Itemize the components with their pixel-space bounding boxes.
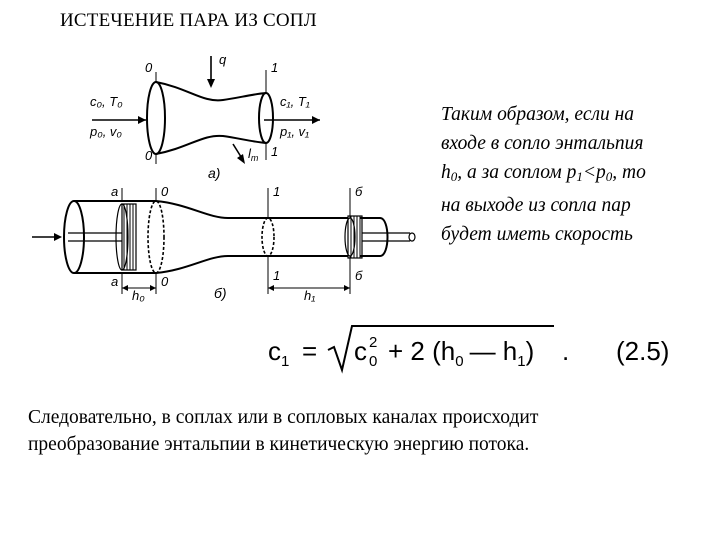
side-text-line4: на выходе из сопла пар	[441, 195, 631, 216]
formula-c0-sup: 2	[369, 334, 378, 351]
label-sec0-top: 0	[145, 60, 153, 75]
label-b-1-bot: 1	[273, 268, 281, 283]
label-b-1-top: 1	[273, 184, 281, 199]
side-text-line5: будет иметь скорость	[441, 224, 633, 245]
label-sec1-top: 1	[271, 60, 279, 75]
label-q: q	[219, 52, 227, 67]
bottom-text-line2: преобразование энтальпии в кинетическую энергию потока.	[28, 434, 530, 455]
label-b-b-bot: б	[355, 268, 363, 283]
label-p1v1: p₁, v₁	[280, 124, 310, 139]
label-fig-b: б)	[214, 285, 227, 301]
formula-c0-sub: 0	[369, 353, 378, 370]
formula-c0: c	[354, 336, 367, 366]
label-b-a-bot: а	[111, 274, 119, 289]
label-p0v0: p₀, v₀	[90, 124, 122, 139]
side-text-line2: входе в сопло энтальпия	[441, 133, 644, 154]
formula-equals: =	[302, 336, 318, 366]
label-b-b-top: б	[355, 184, 363, 199]
label-h0: h₀	[132, 288, 145, 303]
label-sec1-bot: 1	[271, 144, 279, 159]
label-l: $l_т$	[248, 146, 259, 163]
side-text-line1: Таким образом, если на	[441, 104, 635, 125]
label-b-0-top: 0	[161, 184, 169, 199]
formula-c1: $c_1$	[268, 336, 290, 370]
slide-title: ИСТЕЧЕНИЕ ПАРА ИЗ СОПЛ	[60, 10, 317, 31]
formula-plus: + 2 ($h_0$ — $h_1$)	[388, 336, 535, 370]
side-text-line3: $h_0$, а за соплом $p_1<p_0$, то	[441, 162, 646, 184]
bottom-text-line1: Следовательно, в соплах или в сопловых каналах происходит	[28, 407, 539, 428]
side-text	[441, 100, 711, 249]
label-c1T1: c₁, T₁	[280, 94, 310, 109]
nozzle-a	[92, 56, 320, 164]
formula-number: (2.5)	[616, 336, 670, 366]
label-b-0-bot: 0	[161, 274, 169, 289]
label-fig-a: а)	[208, 165, 221, 181]
label-h1: h₁	[304, 288, 316, 303]
formula-dot: .	[562, 336, 570, 366]
label-sec0-bot: 0	[145, 148, 153, 163]
bottom-text	[28, 404, 708, 458]
label-b-a-top: а	[111, 184, 119, 199]
nozzle-diagram	[28, 48, 428, 303]
formula-2-5	[262, 320, 692, 380]
label-c0T0: c₀, T₀	[90, 94, 123, 109]
